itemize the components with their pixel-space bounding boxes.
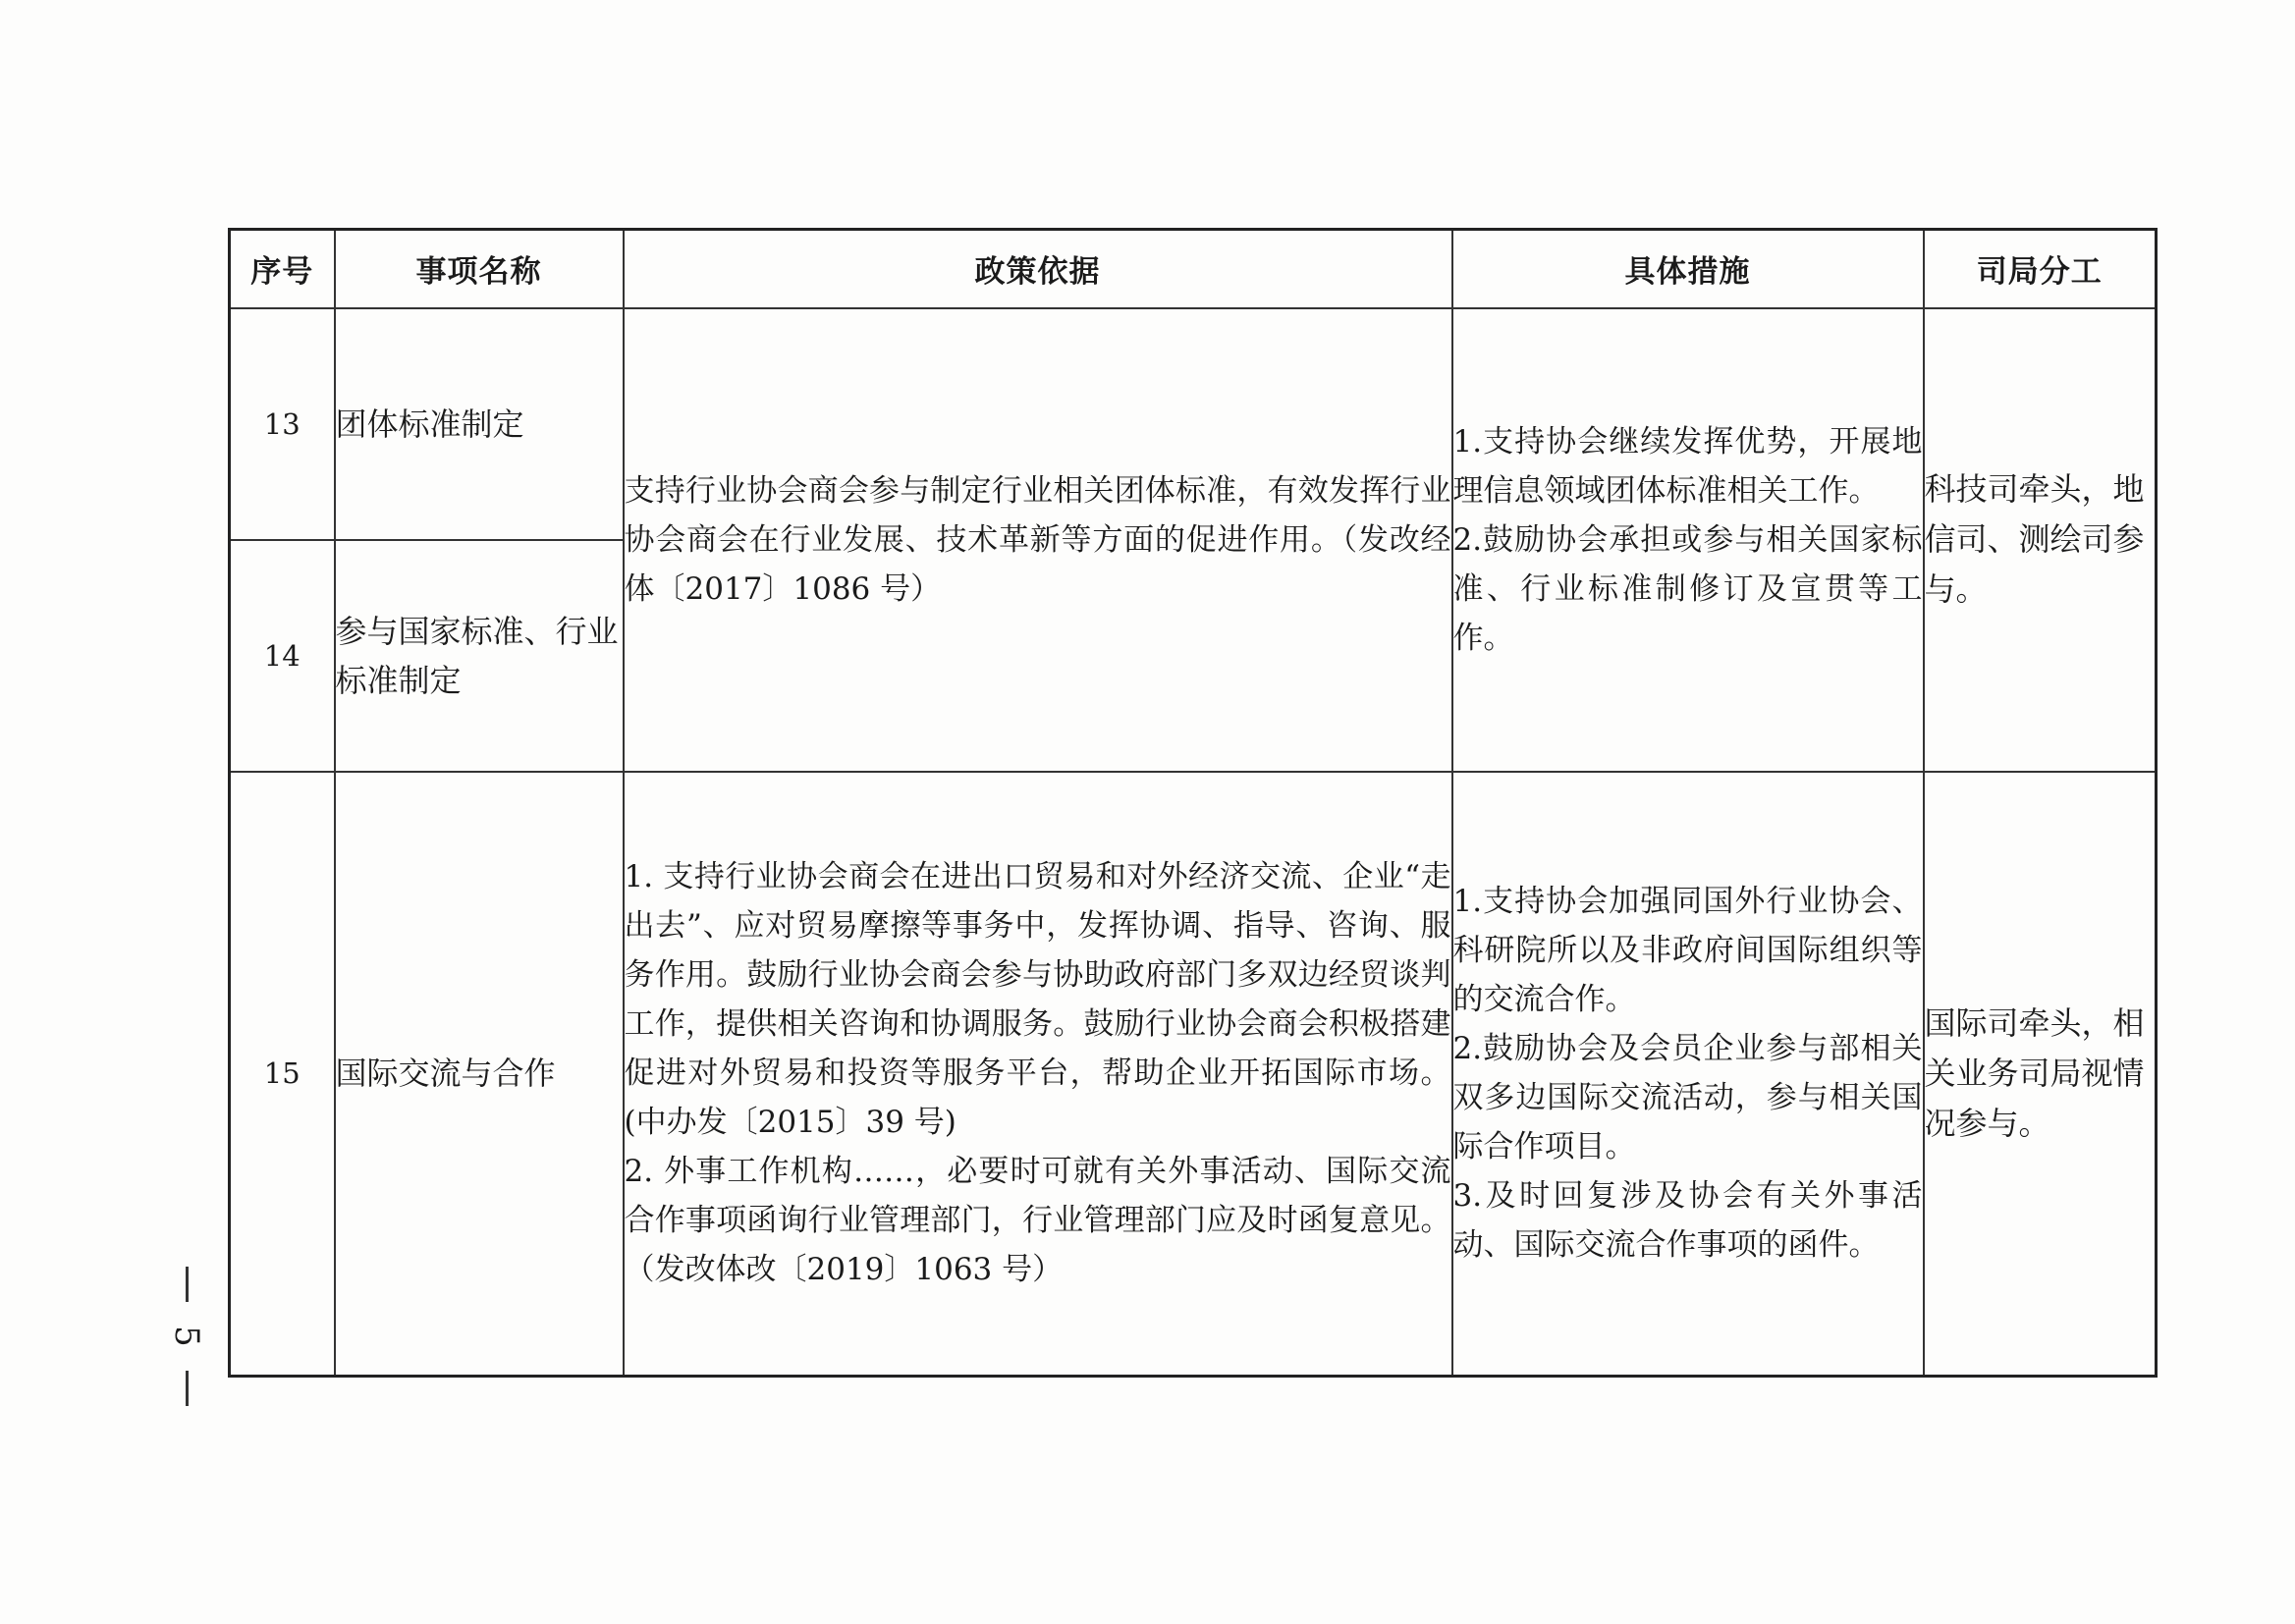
measure-item: 1.支持协会加强同国外行业协会、科研院所以及非政府间国际组织等的交流合作。 [1452,884,1923,1018]
row-13-14-measures [1452,308,1924,772]
basis-item: 2. 外事工作机构……，必要时可就有关外事活动、国际交流合作事项函询行业管理部门，行业管理部门应及时函复意见。（发改体改〔2019〕1063 号） [624,1154,1451,1288]
page-number-text: 5 [166,1326,206,1347]
row-14-seq: 14 [230,540,335,772]
table-row [230,772,2157,1377]
basis-item: 1. 支持行业协会商会在进出口贸易和对外经济交流、企业“走出去”、应对贸易摩擦等事务中，发挥协调、指导、咨询、服务作用。鼓励行业协会商会参与协助政府部门多双边经贸谈判工作，提供相关咨询和协调服务。鼓励行业协会商会积极搭建促进对外贸易和投资等服务平台，帮助企业开拓国际市场。(中办发〔2015〕39 号) [624,859,1451,1141]
table-header-row [230,230,2157,308]
page-number-dash-bottom [186,1371,189,1406]
measure-item: 1.支持协会继续发挥优势，开展地理信息领域团体标准相关工作。 [1452,423,1923,509]
page-number [165,1267,208,1414]
row-13-name: 团体标准制定 [335,308,624,540]
row-14-name: 参与国家标准、行业标准制定 [335,540,624,772]
row-15-measures [1452,772,1924,1377]
header-seq: 序号 [230,230,335,308]
row-13-14-division: 科技司牵头，地信司、测绘司参与。 [1924,308,2157,772]
row-15-division: 国际司牵头，相关业务司局视情况参与。 [1924,772,2157,1377]
row-15-policy-basis [624,772,1452,1377]
row-15-name: 国际交流与合作 [335,772,624,1377]
policy-table [228,228,2158,1378]
measure-item: 2.鼓励协会承担或参与相关国家标准、行业标准制修订及宣贯等工作。 [1452,521,1923,656]
page-number-dash-top [186,1267,189,1302]
row-15-seq: 15 [230,772,335,1377]
table-row [230,308,2157,540]
row-13-seq: 13 [230,308,335,540]
measure-item: 2.鼓励协会及会员企业参与部相关双多边国际交流活动，参与相关国际合作项目。 [1452,1031,1923,1165]
header-division: 司局分工 [1924,230,2157,308]
header-policy-basis: 政策依据 [624,230,1452,308]
header-item-name: 事项名称 [335,230,624,308]
measure-item: 3.及时回复涉及协会有关外事活动、国际交流合作事项的函件。 [1452,1178,1923,1264]
header-measures: 具体措施 [1452,230,1924,308]
row-13-14-policy-basis: 支持行业协会商会参与制定行业相关团体标准，有效发挥行业协会商会在行业发展、技术革新等方面的促进作用。（发改经体〔2017〕1086 号） [624,308,1452,772]
